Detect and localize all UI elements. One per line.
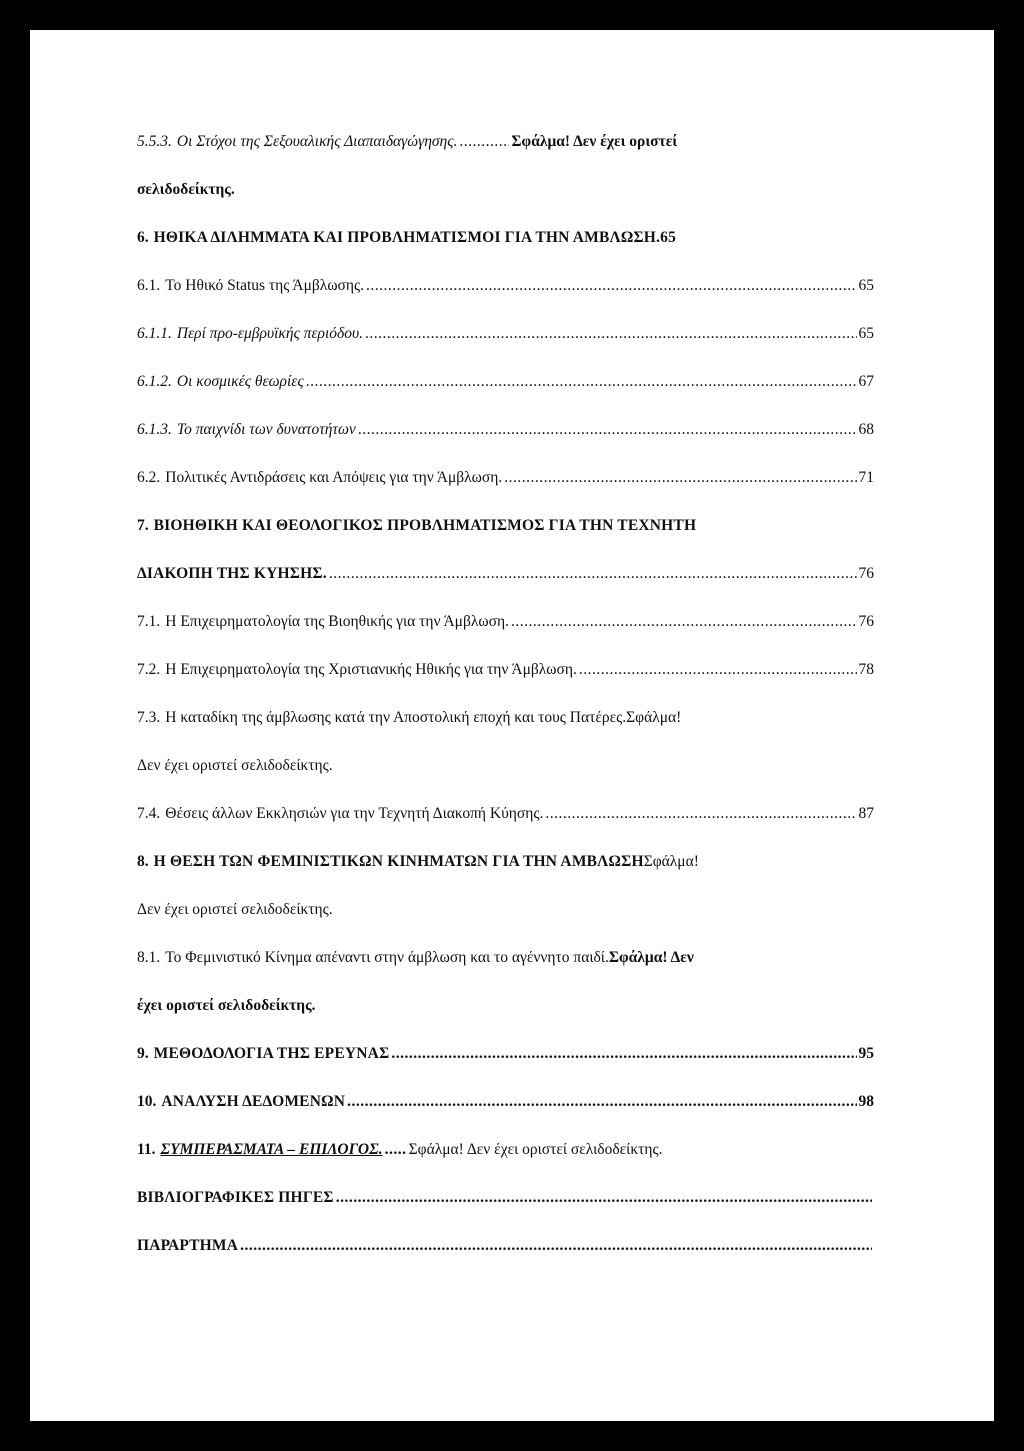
toc-title: Η Επιχειρηματολογία της Βιοηθικής για την Άμβλωση. <box>165 613 509 630</box>
toc-number: 6.2. <box>137 469 161 486</box>
toc-page-number: 68 <box>858 421 874 438</box>
toc-title: ΑΝΑΛΥΣΗ ΔΕΔΟΜΕΝΩΝ <box>161 1093 346 1110</box>
toc-page-number: 65 <box>858 325 874 342</box>
dot-leader <box>358 416 857 444</box>
toc-entry-continuation <box>137 752 874 780</box>
toc-title: ΜΕΘΟΔΟΛΟΓΙΑ ΤΗΣ ΕΡΕΥΝΑΣ <box>153 1045 390 1062</box>
toc-title: ΗΘΙΚΑ ΔΙΛΗΜΜΑΤΑ ΚΑΙ ΠΡΟΒΛΗΜΑΤΙΣΜΟΙ ΓΙΑ ΤΗΝ ΑΜΒΛΩΣΗ.65 <box>153 229 677 246</box>
toc-entry-continuation[interactable] <box>137 560 874 588</box>
toc-entry[interactable] <box>137 416 874 444</box>
toc-title: ΔΙΑΚΟΠΗ ΤΗΣ ΚΥΗΣΗΣ. <box>137 565 327 582</box>
toc-entry[interactable] <box>137 1184 874 1212</box>
toc-page-number: 95 <box>858 1045 874 1062</box>
dot-leader <box>347 1088 856 1116</box>
toc-number: 6.1.1. <box>137 325 172 342</box>
dot-leader <box>240 1232 872 1260</box>
toc-number: 7.2. <box>137 661 161 678</box>
toc-entry[interactable] <box>137 656 874 684</box>
toc-number: 6. <box>137 229 149 246</box>
toc-entry[interactable] <box>137 368 874 396</box>
toc-entry[interactable] <box>137 320 874 348</box>
bookmark-error: Σφάλμα! Δεν έχει οριστεί σελιδοδείκτης. <box>408 1141 663 1158</box>
toc-entry-continuation <box>137 896 874 924</box>
dot-leader <box>391 1040 856 1068</box>
toc-title: Πολιτικές Αντιδράσεις και Απόψεις για την Άμβλωση. <box>165 469 503 486</box>
toc-entry[interactable] <box>137 1136 874 1164</box>
toc-number: 10. <box>137 1093 157 1110</box>
bookmark-error: Δεν έχει οριστεί σελιδοδείκτης. <box>137 757 333 774</box>
bookmark-error: Δεν έχει οριστεί σελιδοδείκτης. <box>137 901 333 918</box>
toc-number: 6.1.3. <box>137 421 172 438</box>
toc-number: 7.1. <box>137 613 161 630</box>
dot-leader <box>511 608 857 636</box>
toc-number: 5.5.3. <box>137 133 172 150</box>
toc-page-number: 78 <box>858 661 874 678</box>
toc-entry[interactable] <box>137 704 874 732</box>
toc-page-number: 76 <box>858 565 874 582</box>
toc-entry[interactable] <box>137 224 874 252</box>
toc-entry[interactable] <box>137 800 874 828</box>
dot-leader <box>365 320 857 348</box>
toc-number: 6.1.2. <box>137 373 172 390</box>
toc-entry-continuation <box>137 992 874 1020</box>
bookmark-error: Σφάλμα! <box>626 709 682 726</box>
toc-title: Η καταδίκη της άμβλωσης κατά την Αποστολική εποχή και τους Πατέρες. <box>165 709 627 726</box>
bookmark-error: Σφάλμα! <box>643 853 699 870</box>
dot-leader <box>306 368 857 396</box>
toc-number: 7.3. <box>137 709 161 726</box>
toc-title: ΠΑΡΑΡΤΗΜΑ <box>137 1237 239 1254</box>
toc-title: Το Φεμινιστικό Κίνημα απέναντι στην άμβλωση και το αγέννητο παιδί. <box>165 949 609 966</box>
toc-page-number: 76 <box>858 613 874 630</box>
bookmark-error: έχει οριστεί σελιδοδείκτης. <box>137 997 316 1014</box>
toc-entry-continuation <box>137 176 874 204</box>
toc-number: 6.1. <box>137 277 161 294</box>
toc-entry[interactable] <box>137 512 874 540</box>
bookmark-error: σελιδοδείκτης. <box>137 181 235 198</box>
toc-entry[interactable] <box>137 608 874 636</box>
document-page <box>30 30 994 1421</box>
toc-entry[interactable] <box>137 1040 874 1068</box>
dot-leader <box>329 560 857 588</box>
toc-title: Θέσεις άλλων Εκκλησιών για την Τεχνητή Διακοπή Κύησης. <box>165 805 544 822</box>
dot-leader <box>545 800 856 828</box>
toc-number: 11. <box>137 1141 156 1158</box>
toc-title: Το Ηθικό Status της Άμβλωσης. <box>165 277 365 294</box>
dot-leader <box>459 128 509 156</box>
toc-title: ΒΙΒΛΙΟΓΡΑΦΙΚΕΣ ΠΗΓΕΣ <box>137 1189 334 1206</box>
toc-title: Οι κοσμικές θεωρίες <box>176 373 304 390</box>
dot-leader <box>336 1184 872 1212</box>
toc-page-number: 98 <box>858 1093 874 1110</box>
toc-entry[interactable] <box>137 848 874 876</box>
dot-leader <box>385 1136 407 1164</box>
toc-number: 9. <box>137 1045 149 1062</box>
toc-title: Το παιχνίδι των δυνατοτήτων <box>176 421 356 438</box>
toc-number: 7. <box>137 517 149 534</box>
toc-title: Περί προ-εμβρυϊκής περιόδου. <box>176 325 363 342</box>
toc-page-number: 71 <box>858 469 874 486</box>
dot-leader <box>579 656 857 684</box>
toc-number: 8.1. <box>137 949 161 966</box>
toc-entry[interactable] <box>137 272 874 300</box>
dot-leader <box>366 272 856 300</box>
toc-number: 7.4. <box>137 805 161 822</box>
toc-title: ΣΥΜΠΕΡΑΣΜΑΤΑ – ΕΠΙΛΟΓΟΣ. <box>160 1141 383 1158</box>
toc-title: Η Επιχειρηματολογία της Χριστιανικής Ηθικής για την Άμβλωση. <box>165 661 577 678</box>
toc-entry[interactable] <box>137 464 874 492</box>
toc-title: ΒΙΟΗΘΙΚΗ ΚΑΙ ΘΕΟΛΟΓΙΚΟΣ ΠΡΟΒΛΗΜΑΤΙΣΜΟΣ ΓΙΑ ΤΗΝ ΤΕΧΝΗΤΗ <box>153 517 697 534</box>
toc-entry[interactable] <box>137 128 874 156</box>
dot-leader <box>504 464 856 492</box>
toc-title: Η ΘΕΣΗ ΤΩΝ ΦΕΜΙΝΙΣΤΙΚΩΝ ΚΙΝΗΜΑΤΩΝ ΓΙΑ ΤΗΝ ΑΜΒΛΩΣΗ <box>153 853 644 870</box>
bookmark-error: Σφάλμα! Δεν έχει οριστεί <box>511 133 678 150</box>
toc-entry[interactable] <box>137 1088 874 1116</box>
toc-entry[interactable] <box>137 1232 874 1260</box>
toc-number: 8. <box>137 853 149 870</box>
toc-page-number: 87 <box>858 805 874 822</box>
toc-page-number: 65 <box>858 277 874 294</box>
toc-entry[interactable] <box>137 944 874 972</box>
bookmark-error: Σφάλμα! Δεν <box>608 949 694 966</box>
toc-title: Οι Στόχοι της Σεξουαλικής Διαπαιδαγώγησης. <box>176 133 458 150</box>
toc-page-number: 67 <box>858 373 874 390</box>
